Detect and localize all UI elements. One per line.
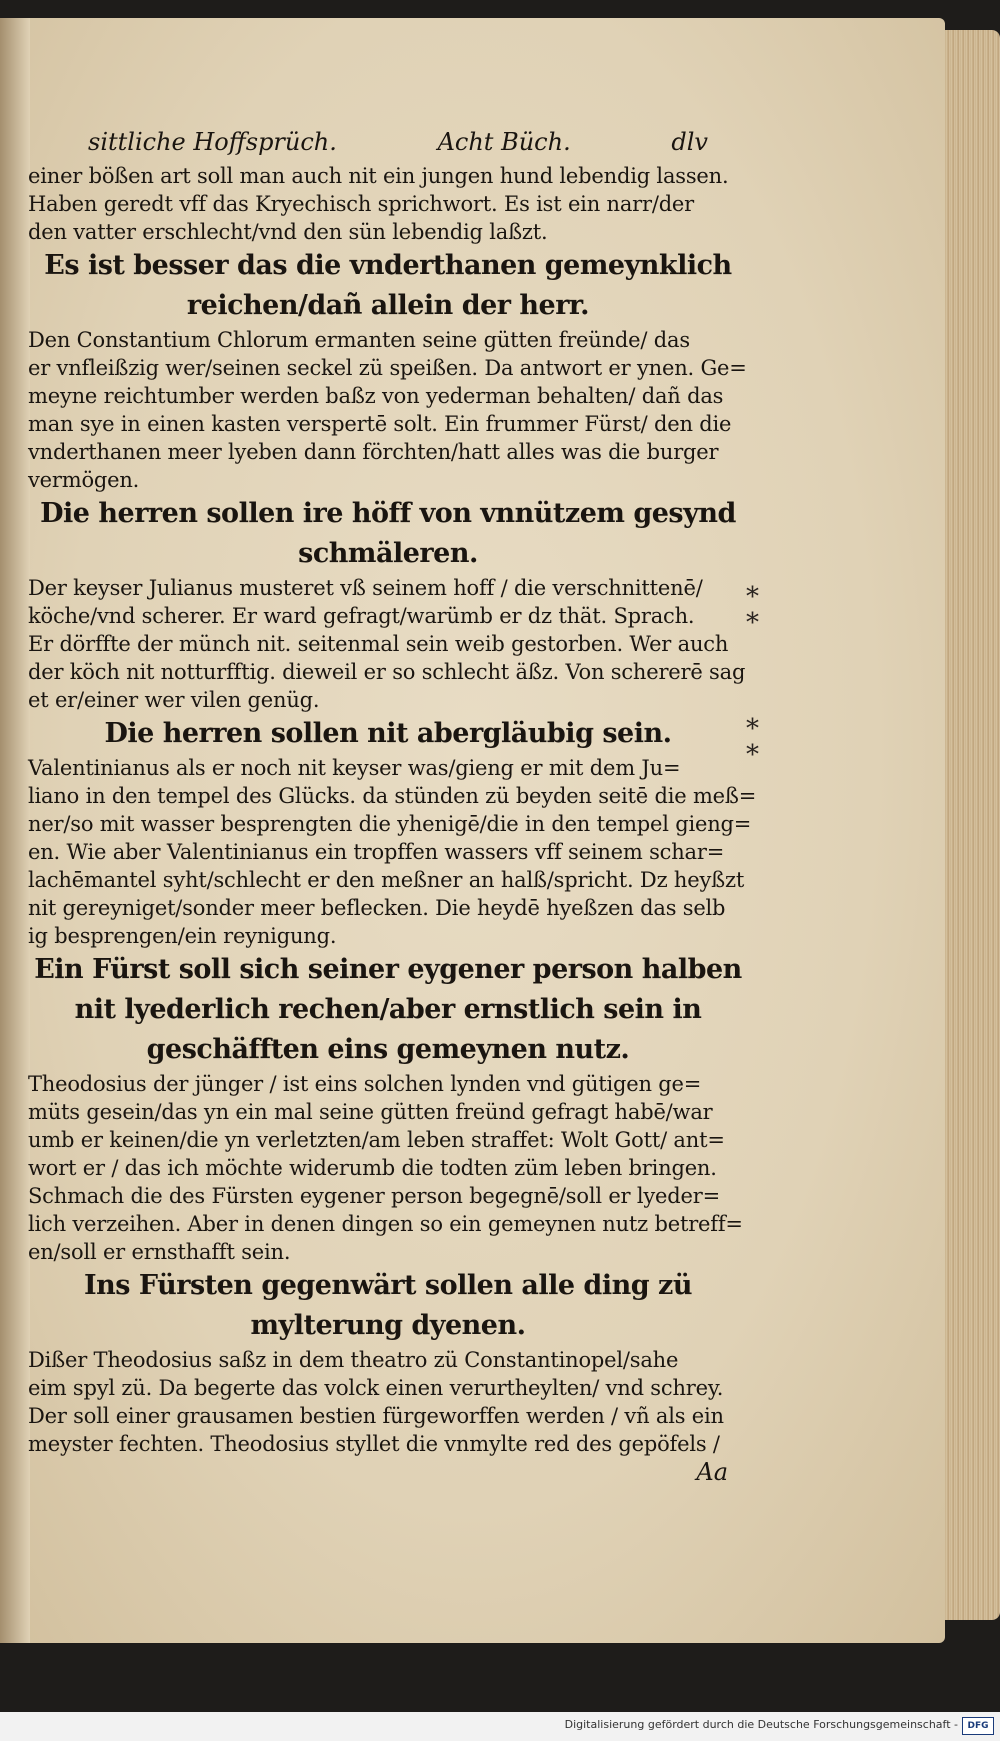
heading-line: nit lyederlich rechen/aber ernstlich sein in: [74, 994, 702, 1025]
heading-line: Ein Fürst soll sich seiner eygener person halben: [34, 954, 742, 985]
text-line: Der soll einer grausamen bestien fürgeworffen werden / vñ als ein: [28, 1404, 724, 1428]
heading-line: reichen/dañ allein der herr.: [186, 290, 590, 321]
text-line: nit gereyniget/sonder meer beflecken. Die heydē hyeßzen das selb: [28, 896, 726, 920]
heading-line: mylterung dyenen.: [250, 1310, 526, 1341]
text-line: vnderthanen meer lyeben dann förchten/hatt alles was die burger: [28, 440, 719, 464]
text-line: Theodosius der jünger / ist eins solchen lynden vnd gütigen ge=: [28, 1072, 702, 1096]
text-line: Schmach die des Fürsten eygener person begegnē/soll er lyeder=: [28, 1184, 720, 1208]
text-blocks: [28, 162, 757, 1458]
text-line: en. Wie aber Valentinianus ein tropffen wassers vff seinem schar=: [28, 840, 725, 864]
paragraph: [28, 162, 748, 246]
section-heading: [28, 714, 748, 754]
page-edges: [940, 30, 1000, 1620]
text-line: lachēmantel syht/schlecht er den meßner an halß/spricht. Dz heyßzt: [28, 868, 745, 892]
text-line: lich verzeihen. Aber in denen dingen so ein gemeynen nutz betreff=: [28, 1212, 743, 1236]
section-heading: [28, 494, 748, 574]
paragraph: [28, 1346, 748, 1458]
heading-line: Es ist besser das die vnderthanen gemeynklich: [44, 250, 732, 281]
text-line: Haben geredt vff das Kryechisch sprichwort. Es ist ein narr/der: [28, 192, 695, 216]
text-line: en/soll er ernsthafft sein.: [28, 1240, 291, 1264]
folio-number: dlv: [671, 128, 708, 156]
text-line: meyne reichtumber werden baßz von yederman behalten/ dañ das: [28, 384, 724, 408]
margin-asterisk: *: [746, 740, 759, 770]
paragraph: [28, 574, 748, 714]
section-heading: [28, 1266, 748, 1346]
header-center: Acht Büch.: [437, 128, 571, 156]
gutter-shadow: [0, 18, 30, 1643]
text-line: man sye in einen kasten verspertē solt. Ein frummer Fürst/ den die: [28, 412, 732, 436]
text-line: wort er / das ich möchte widerumb die todten züm leben bringen.: [28, 1156, 717, 1180]
text-line: vermögen.: [28, 468, 140, 492]
heading-line: schmäleren.: [298, 538, 478, 569]
paragraph: [28, 1070, 748, 1266]
text-line: umb er keinen/die yn verletzten/am leben straffet: Wolt Gott/ ant=: [28, 1128, 725, 1152]
catchword: Aa: [696, 1458, 728, 1486]
running-header: [28, 128, 748, 156]
text-line: Dißer Theodosius saßz in dem theatro zü Constantinopel/sahe: [28, 1348, 679, 1372]
margin-asterisk: *: [746, 582, 759, 612]
footer-credit: Digitalisierung gefördert durch die Deutsche Forschungsgemeinschaft -: [564, 1718, 958, 1731]
heading-line: Ins Fürsten gegenwärt sollen alle ding zü: [84, 1270, 692, 1301]
section-heading: [28, 246, 748, 326]
text-line: Valentinianus als er noch nit keyser was/gieng er mit dem Ju=: [28, 756, 681, 780]
heading-line: Die herren sollen ire höff von vnnützem gesynd: [40, 498, 736, 529]
paragraph: [28, 326, 748, 494]
text-line: köche/vnd scherer. Er ward gefragt/warümb er dz thät. Sprach.: [28, 604, 695, 628]
section-heading: [28, 950, 748, 1070]
text-line: Den Constantium Chlorum ermanten seine gütten freünde/ das: [28, 328, 690, 352]
dfg-logo: DFG: [962, 1717, 994, 1735]
text-line: liano in den tempel des Glücks. da stünden zü beyden seitē die meß=: [28, 784, 757, 808]
paragraph: [28, 754, 757, 950]
text-line: Der keyser Julianus musteret vß seinem hoff / die verschnittenē/: [28, 576, 703, 600]
text-line: eim spyl zü. Da begerte das volck einen verurtheylten/ vnd schrey.: [28, 1376, 724, 1400]
text-line: der köch nit notturfftig. dieweil er so schlecht äßz. Von schererē sag: [28, 660, 746, 684]
text-line: et er/einer wer vilen genüg.: [28, 688, 320, 712]
text-line: meyster fechten. Theodosius styllet die vnmylte red des gepöfels /: [28, 1432, 720, 1456]
text-line: er vnfleißzig wer/seinen seckel zü speißen. Da antwort er ynen. Ge=: [28, 356, 747, 380]
text-line: den vatter erschlecht/vnd den sün lebendig laßzt.: [28, 220, 548, 244]
text-line: einer bößen art soll man auch nit ein jungen hund lebendig lassen.: [28, 164, 729, 188]
margin-asterisk: *: [746, 714, 759, 744]
text-line: Er dörffte der münch nit. seitenmal sein weib gestorben. Wer auch: [28, 632, 729, 656]
page-text: [28, 128, 757, 1486]
margin-asterisk: *: [746, 608, 759, 638]
text-line: ig besprengen/ein reynigung.: [28, 924, 337, 948]
header-left: sittliche Hoffsprüch.: [88, 128, 337, 156]
footer-bar: [0, 1712, 1000, 1741]
text-line: ner/so mit wasser besprengten die yhenigē/die in den tempel gieng=: [28, 812, 752, 836]
heading-line: geschäfften eins gemeynen nutz.: [146, 1034, 630, 1065]
text-line: müts gesein/das yn ein mal seine gütten freünd gefragt habē/war: [28, 1100, 713, 1124]
heading-line: Die herren sollen nit abergläubig sein.: [104, 718, 672, 749]
